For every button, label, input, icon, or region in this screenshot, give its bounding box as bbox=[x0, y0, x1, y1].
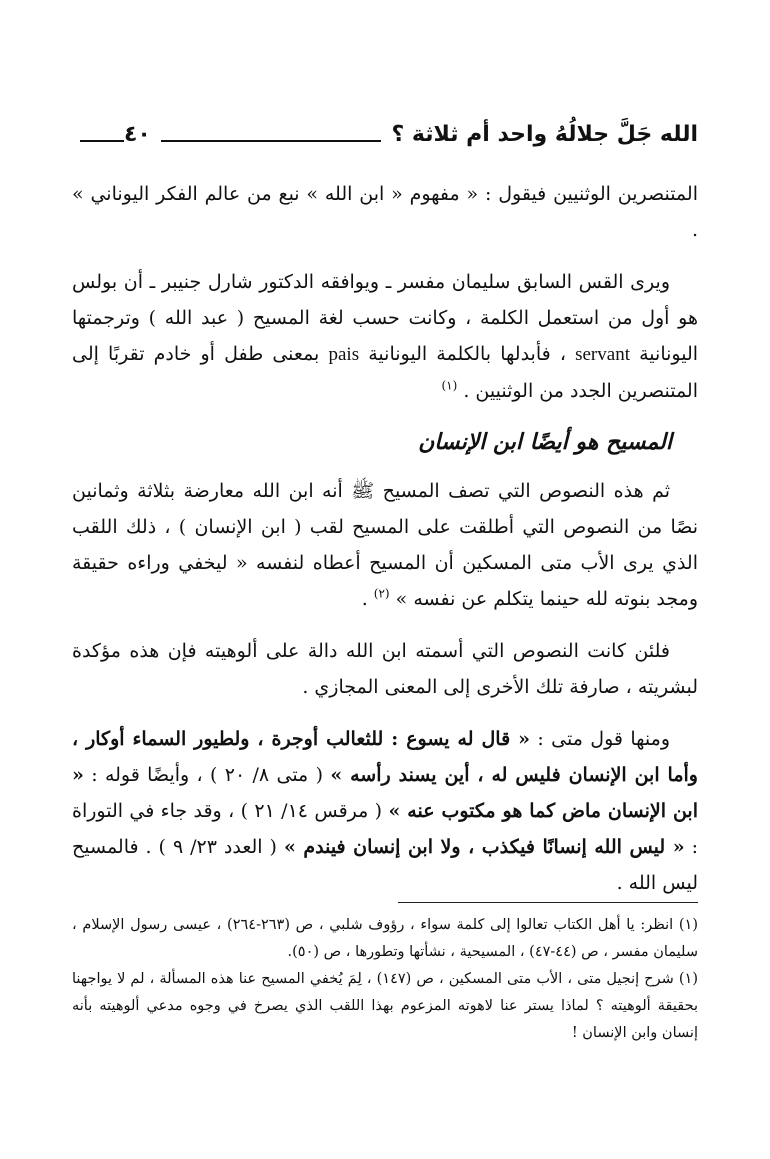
paragraph-2-text-c: بمعنى طفل أو خادم تقربًا إلى المتنصرين الجدد من الوثنيين . bbox=[72, 343, 698, 402]
quote-matthew: « قال له يسوع : للثعالب أوجرة ، ولطيور السماء أوكار ، وأما ابن الإنسان فليس له ، أين يسند رأسه » bbox=[72, 728, 698, 786]
paragraph-5-text-a: ومنها قول متى : bbox=[537, 728, 670, 750]
page-number: ٤٠ bbox=[124, 122, 151, 147]
quote-torah: « ليس الله إنسانًا فيكذب ، ولا ابن إنسان فيندم » bbox=[283, 836, 685, 858]
footnotes bbox=[72, 912, 698, 1047]
paragraph-5 bbox=[72, 721, 698, 901]
paragraph-5-text-c: ( متى ٨/ ٢٠ ) ، وأيضًا قوله : bbox=[91, 764, 323, 786]
footnote-2: (١) شرح إنجيل متى ، الأب متى المسكين ، ص (١٤٧) ، لِمَ يُخفي المسيح عنا هذه المسألة ، لم لا يواجهنا بحقيقة ألوهيته ؟ لماذا يستر عنا لاهوته المزعوم بهذا اللقب الذي يصرخ في وجوه مدعي ألوهيته بأنه إنسان وابن الإنسان ! bbox=[72, 971, 698, 1041]
page-body bbox=[72, 176, 698, 901]
latin-term-servant: servant bbox=[575, 344, 630, 365]
paragraph-3-text: ثم هذه النصوص التي تصف المسيح ﷺ أنه ابن الله معارضة بثلاثة وثمانين نصًا من النصوص التي أطلقت على المسيح لقب ( ابن الإنسان ) ، ذلك اللقب الذي يرى الأب متى المسكين أن المسيح أعطاه لنفسه « ليخفي وراءه حقيقة ومجد بنوته لله حينما يتكلم عن نفسه » bbox=[72, 480, 698, 610]
paragraph-4-text: فلئن كانت النصوص التي أسمته ابن الله دالة على ألوهيته فإن هذه مؤكدة لبشريته ، صارفة تلك الأخرى إلى المعنى المجازي . bbox=[72, 640, 698, 698]
header-rule bbox=[161, 140, 382, 142]
paragraph-5-text-e: ( مرقس ١٤/ ٢١ ) ، وقد جاء في التوراة : bbox=[72, 800, 698, 858]
footnote-ref-1: (١) bbox=[441, 378, 458, 393]
paragraph-1-text: المتنصرين الوثنيين فيقول : « مفهوم « ابن الله » نبع من عالم الفكر اليوناني » . bbox=[72, 183, 698, 241]
running-header bbox=[72, 112, 698, 146]
footnote-1: (١) انظر: يا أهل الكتاب تعالوا إلى كلمة سواء ، رؤوف شلبي ، ص (٢٦٣-٢٦٤) ، عيسى رسول الإسلام ، سليمان مفسر ، ص (٤٤-٤٧) ، المسيحية ، نشأتها وتطورها ، ص (٥٠). bbox=[72, 917, 698, 960]
footnote-separator bbox=[398, 902, 698, 903]
paragraph-1 bbox=[72, 176, 698, 248]
paragraph-4 bbox=[72, 633, 698, 705]
paragraph-2 bbox=[72, 264, 698, 409]
footnote-ref-2: (٢) bbox=[373, 586, 390, 601]
paragraph-3-end: . bbox=[361, 588, 368, 610]
header-rule-short bbox=[80, 140, 124, 142]
paragraph-2-text-b: ، فأبدلها بالكلمة اليونانية bbox=[368, 343, 566, 365]
section-heading: المسيح هو أيضًا ابن الإنسان bbox=[418, 430, 672, 455]
running-title: الله جَلَّ جلالُهُ واحد أم ثلاثة ؟ bbox=[391, 122, 698, 147]
quote-mark: « ابن الإنسان ماض كما هو مكتوب عنه » bbox=[72, 764, 698, 822]
latin-term-pais: pais bbox=[328, 344, 360, 365]
paragraph-5-text-g: ( العدد ٢٣/ ٩ ) . فالمسيح ليس الله . bbox=[72, 836, 698, 894]
paragraph-2-text-a: ويرى القس السابق سليمان مفسر ـ ويوافقه الدكتور شارل جنيبر ـ أن بولس هو أول من استعمل الكلمة ، وكانت حسب لغة المسيح ( عبد الله ) وترجمتها اليونانية bbox=[72, 271, 699, 365]
paragraph-3 bbox=[72, 473, 698, 617]
